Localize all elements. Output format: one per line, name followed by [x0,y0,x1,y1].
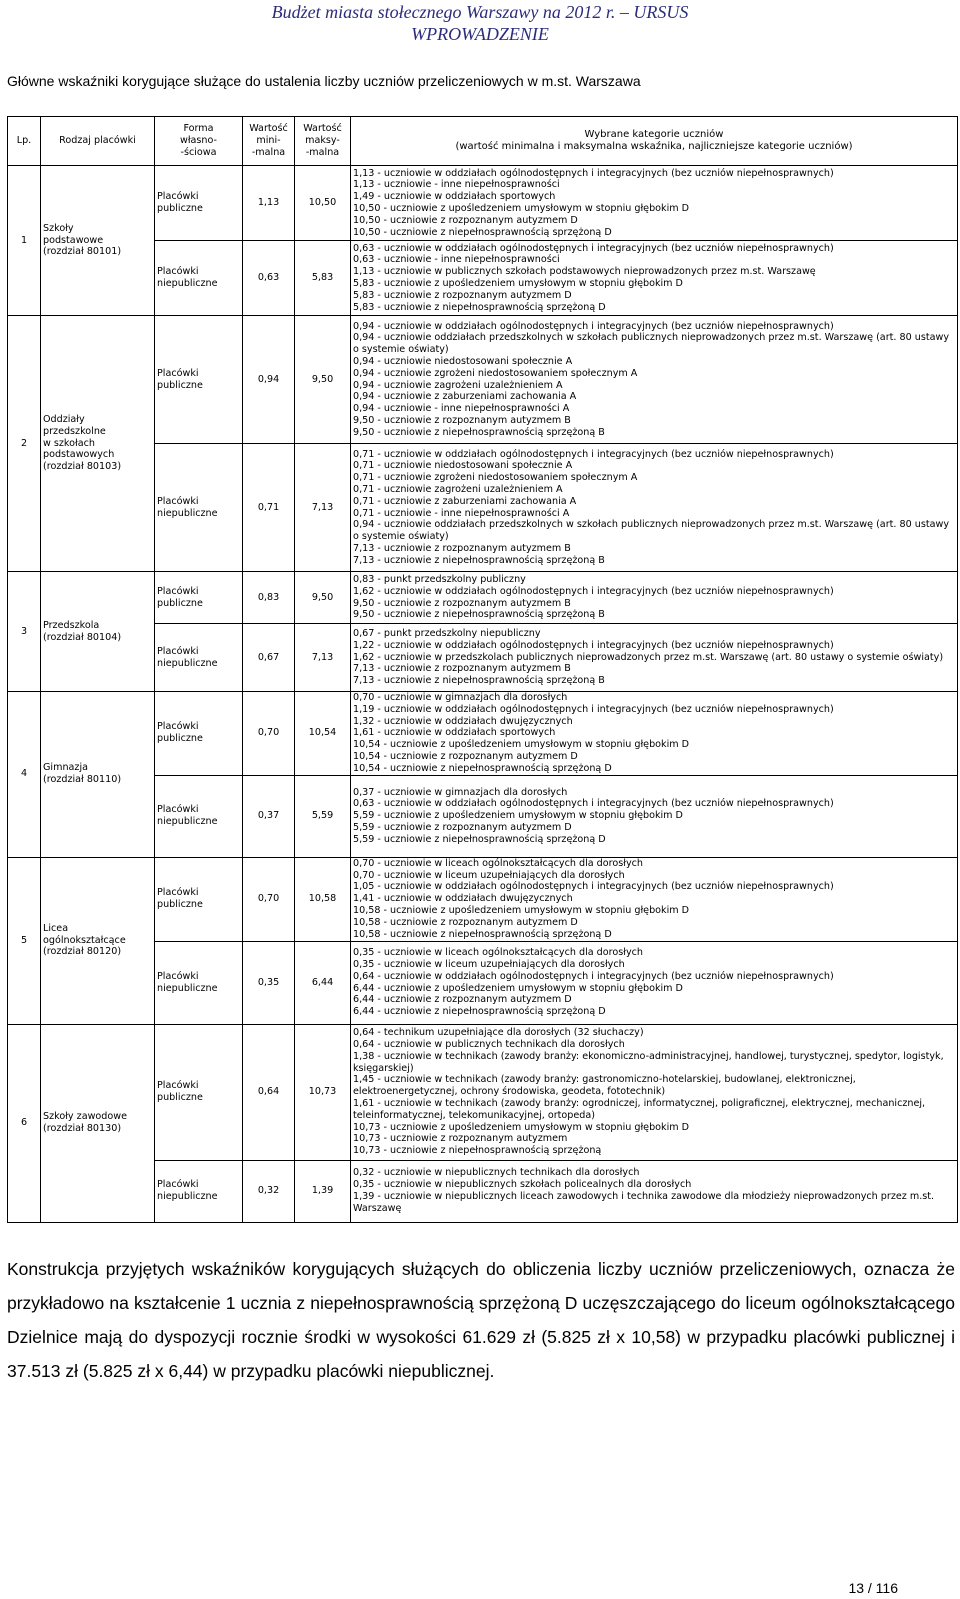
category-line: 1,61 - uczniowie w technikach (zawody branży: ogrodniczej, informatycznej, poligraficznej, elektrycznej, mechanicznej, teleinformatycznej, telekomunikacyjnej, ortopeda) [353,1097,926,1121]
min-value: 0,35 [243,941,295,1024]
row-number: 3 [8,572,41,692]
category-line: 0,35 - uczniowie w liceum uzupełniających dla dorosłych [353,958,625,970]
school-type [41,572,155,692]
category-line: 7,13 - uczniowie z niepełnosprawnością sprzężoną B [353,554,605,566]
category-line: 10,73 - uczniowie z rozpoznanym autyzmem [353,1133,568,1145]
header-min: Wartość mini- -malna [243,117,295,166]
category-line: 7,13 - uczniowie z rozpoznanym autyzmem B [353,663,571,675]
category-line: 0,94 - uczniowie w oddziałach ogólnodostępnych i integracyjnych (bez uczniów niepełnosprawnych) [353,320,834,332]
ownership-form [155,444,243,572]
max-value: 5,59 [295,775,351,857]
max-value: 10,73 [295,1024,351,1160]
ownership-form-line: niepubliczne [157,982,218,994]
school-type [41,316,155,572]
school-type-line: (rozdział 80103) [43,461,122,473]
school-type-line: (rozdział 80104) [43,631,122,643]
category-line: 10,58 - uczniowie z upośledzeniem umysłowym w stopniu głębokim D [353,904,690,916]
school-type-line: Szkoły [43,222,74,234]
school-type-line: w szkołach [43,437,95,449]
ownership-form [155,241,243,316]
category-line: 0,32 - uczniowie w niepublicznych technikach dla dorosłych [353,1167,640,1179]
ownership-form-line: publiczne [157,203,203,214]
category-line: 1,13 - uczniowie w publicznych szkołach podstawowych nieprowadzonych przez m.st. Warszawę [353,266,816,278]
category-line: 1,19 - uczniowie w oddziałach ogólnodostępnych i integracyjnych (bez uczniów niepełnosprawnych) [353,703,834,715]
category-line: 5,59 - uczniowie z niepełnosprawnością sprzężoną D [353,833,606,845]
category-line: 1,62 - uczniowie w przedszkolach publicznych nieprowadzonych przez m.st. Warszawę (art. 80 ustawy o systemie oświaty) [353,651,944,663]
category-line: 1,13 - uczniowie - inne niepełnosprawności [353,179,560,191]
ownership-form-line: Placówki [157,721,199,733]
ownership-form [155,775,243,857]
school-type-line: przedszkolne [43,425,106,437]
min-value: 0,67 [243,624,295,692]
ownership-form-line: Placówki [157,495,199,507]
min-value: 0,83 [243,572,295,624]
school-type [41,857,155,1024]
student-categories [351,444,958,572]
student-categories [351,941,958,1024]
category-line: 0,63 - uczniowie w oddziałach ogólnodostępnych i integracyjnych (bez uczniów niepełnosprawnych) [353,798,834,810]
ownership-form-line: publiczne [157,379,203,391]
category-line: 1,05 - uczniowie w oddziałach ogólnodostępnych i integracyjnych (bez uczniów niepełnosprawnych) [353,881,834,893]
row-number: 1 [8,166,41,316]
ownership-form-line: Placówki [157,645,199,657]
min-value: 0,94 [243,316,295,444]
min-value: 0,32 [243,1160,295,1222]
student-categories [351,692,958,776]
row-number: 5 [8,857,41,1024]
school-type-line: Licea [43,922,69,934]
header-categories: Wybrane kategorie uczniów (wartość minimalna i maksymalna wskaźnika, najliczniejsze kategorie uczniów) [351,117,958,166]
ownership-form-line: Placówki [157,585,199,597]
ownership-form [155,857,243,941]
max-value: 9,50 [295,316,351,444]
category-line: 1,62 - uczniowie w oddziałach ogólnodostępnych i integracyjnych (bez uczniów niepełnosprawnych) [353,585,834,597]
ownership-form [155,692,243,776]
school-type [41,692,155,858]
ownership-form [155,624,243,692]
category-line: 9,50 - uczniowie z rozpoznanym autyzmem B [353,414,571,426]
category-line: 0,67 - punkt przedszkolny niepubliczny [353,628,541,639]
table-row [8,1024,958,1160]
category-line: 0,64 - uczniowie w publicznych technikach dla dorosłych [353,1038,625,1050]
student-categories [351,775,958,857]
ownership-form-line: niepubliczne [157,657,218,669]
student-categories [351,316,958,444]
category-line: 0,71 - uczniowie zagrożeni uzależnieniem A [353,483,563,495]
row-number: 2 [8,316,41,572]
max-value: 10,54 [295,692,351,776]
category-line: 0,94 - uczniowie - inne niepełnosprawności A [353,403,570,415]
ownership-form [155,1024,243,1160]
indicators-table [7,116,958,1223]
school-type [41,1024,155,1222]
ownership-form-line: publiczne [157,597,203,609]
school-type-line: (rozdział 80110) [43,774,122,786]
category-line: 0,83 - punkt przedszkolny publiczny [353,573,526,585]
page-title: Główne wskaźniki korygujące służące do ustalenia liczby uczniów przeliczeniowych w m.st. Warszawa [7,73,641,89]
category-line: 5,59 - uczniowie z upośledzeniem umysłowym w stopniu głębokim D [353,810,683,822]
category-line: 6,44 - uczniowie z niepełnosprawnością sprzężoną D [353,1006,606,1018]
ownership-form-line: Placówki [157,266,199,278]
category-line: 0,94 - uczniowie oddziałach przedszkolnych w szkołach publicznych nieprowadzonych przez m.st. Warszawę (art. 80 ustawy o systemie oświaty) [353,519,949,543]
category-line: 1,13 - uczniowie w oddziałach ogólnodostępnych i integracyjnych (bez uczniów niepełnosprawnych) [353,167,834,179]
ownership-form [155,316,243,444]
student-categories [351,572,958,624]
max-value: 6,44 [295,941,351,1024]
min-value: 0,37 [243,775,295,857]
header-max: Wartość maksy- -malna [295,117,351,166]
category-line: 0,71 - uczniowie z zaburzeniami zachowania A [353,495,577,507]
category-line: 5,59 - uczniowie z rozpoznanym autyzmem D [353,821,572,833]
category-line: 1,61 - uczniowie w oddziałach sportowych [353,727,556,739]
school-type-line: (rozdział 80101) [43,246,122,258]
school-type-line: Szkoły zawodowe [43,1111,128,1123]
explanation-paragraph: Konstrukcja przyjętych wskaźników korygujących służących do obliczenia liczby uczniów przeliczeniowych, oznacza że przykładowo na kształcenie 1 ucznia z niepełnosprawnością sprzężoną D uczęszczającego do liceum ogólnokształcącego Dzielnice mają do dyspozycji rocznie środki w wysokości 61.629 zł (5.825 zł x 10,58) w przypadku placówki publicznej i 37.513 zł (5.825 zł x 6,44) w przypadku placówki niepublicznej. [7,1259,955,1381]
category-line: 0,64 - uczniowie w oddziałach ogólnodostępnych i integracyjnych (bez uczniów niepełnosprawnych) [353,970,834,982]
ownership-form-line: publiczne [157,733,203,745]
category-line: 0,71 - uczniowie w oddziałach ogólnodostępnych i integracyjnych (bez uczniów niepełnosprawnych) [353,448,834,460]
category-line: 0,63 - uczniowie w oddziałach ogólnodostępnych i integracyjnych (bez uczniów niepełnosprawnych) [353,242,834,254]
school-type-line: (rozdział 80120) [43,946,122,958]
max-value: 7,13 [295,624,351,692]
category-line: 0,64 - technikum uzupełniające dla dorosłych (32 słuchaczy) [353,1027,644,1039]
category-line: 10,50 - uczniowie z niepełnosprawnością sprzężoną D [353,226,612,238]
ownership-form-line: Placówki [157,367,199,379]
min-value: 0,70 [243,857,295,941]
ownership-form-line: Placówki [157,1080,199,1092]
category-line: 7,13 - uczniowie z rozpoznanym autyzmem B [353,542,571,554]
category-line: 7,13 - uczniowie z niepełnosprawnością sprzężoną B [353,675,605,687]
category-line: 1,49 - uczniowie w oddziałach sportowych [353,191,556,203]
category-line: 6,44 - uczniowie z upośledzeniem umysłowym w stopniu głębokim D [353,982,683,994]
max-value: 5,83 [295,241,351,316]
category-line: 0,70 - uczniowie w gimnazjach dla dorosłych [353,692,568,703]
school-type-line: podstawowe [43,234,104,246]
page-number: 13 / 116 [848,1580,898,1596]
max-value: 7,13 [295,444,351,572]
table-body [8,166,958,1223]
category-line: 0,94 - uczniowie zagrożeni uzależnieniem A [353,379,563,391]
max-value: 10,58 [295,857,351,941]
category-line: 0,71 - uczniowie niedostosowani społecznie A [353,460,573,472]
category-line: 9,50 - uczniowie z niepełnosprawnością sprzężoną B [353,609,605,621]
max-value: 10,50 [295,166,351,241]
school-type-line: ogólnokształcące [43,934,126,946]
min-value: 0,70 [243,692,295,776]
max-value: 1,39 [295,1160,351,1222]
school-type-line: Gimnazja [43,762,88,774]
category-line: 10,50 - uczniowie z upośledzeniem umysłowym w stopniu głębokim D [353,203,690,214]
school-type [41,166,155,316]
table-row [8,857,958,941]
student-categories [351,241,958,316]
ownership-form [155,1160,243,1222]
school-type-line: Przedszkola [43,619,100,631]
ownership-form [155,166,243,241]
student-categories [351,857,958,941]
ownership-form-line: niepubliczne [157,816,218,828]
category-line: 0,94 - uczniowie z zaburzeniami zachowania A [353,391,577,403]
student-categories [351,624,958,692]
category-line: 5,83 - uczniowie z niepełnosprawnością sprzężoną D [353,301,606,313]
ownership-form [155,572,243,624]
category-line: 0,71 - uczniowie - inne niepełnosprawności A [353,507,570,519]
category-line: 0,94 - uczniowie oddziałach przedszkolnych w szkołach publicznych nieprowadzonych przez m.st. Warszawę (art. 80 ustawy o systemie oświaty) [353,332,949,356]
category-line: 0,94 - uczniowie niedostosowani społecznie A [353,355,573,367]
ownership-form [155,941,243,1024]
ownership-form-line: Placówki [157,970,199,982]
ownership-form-line: Placówki [157,1179,199,1191]
table-header-row [8,117,958,166]
ownership-form-line: publiczne [157,899,203,911]
school-type-line: Oddziały [43,414,85,425]
min-value: 0,63 [243,241,295,316]
student-categories [351,1160,958,1222]
category-line: 9,50 - uczniowie z rozpoznanym autyzmem B [353,597,571,609]
row-number: 6 [8,1024,41,1222]
category-line: 1,22 - uczniowie w oddziałach ogólnodostępnych i integracyjnych (bez uczniów niepełnosprawnych) [353,639,834,651]
category-line: 1,39 - uczniowie w niepublicznych liceach zawodowych i technika zawodowe dla młodzieży nieprowadzonych przez m.st. Warszawę [353,1191,935,1214]
header-lp: Lp. [8,117,41,166]
table-row [8,572,958,624]
ownership-form-line: Placówki [157,887,199,899]
category-line: 1,45 - uczniowie w technikach (zawody branży: gastronomiczno-hotelarskiej, budowlanej, elektronicznej, elektroenergetycznej, ochrony środowiska, geodeta, fototechnik) [353,1074,856,1098]
student-categories [351,166,958,241]
max-value: 9,50 [295,572,351,624]
category-line: 1,32 - uczniowie w oddziałach dwujęzycznych [353,715,573,727]
table-row [8,166,958,241]
category-line: 5,83 - uczniowie z upośledzeniem umysłowym w stopniu głębokim D [353,278,683,289]
min-value: 0,64 [243,1024,295,1160]
category-line: 10,54 - uczniowie z rozpoznanym autyzmem D [353,750,578,762]
category-line: 10,73 - uczniowie z upośledzeniem umysłowym w stopniu głębokim D [353,1121,690,1133]
header-type: Rodzaj placówki [41,117,155,166]
category-line: 10,50 - uczniowie z rozpoznanym autyzmem D [353,214,578,226]
category-line: 0,35 - uczniowie w niepublicznych szkołach policealnych dla dorosłych [353,1179,692,1191]
table-row [8,316,958,444]
header-title: Budżet miasta stołecznego Warszawy na 2012 r. – URSUS [271,2,689,22]
category-line: 5,83 - uczniowie z rozpoznanym autyzmem D [353,289,572,301]
category-line: 10,58 - uczniowie z niepełnosprawnością sprzężoną D [353,928,612,940]
category-line: 10,54 - uczniowie z upośledzeniem umysłowym w stopniu głębokim D [353,739,690,751]
school-type-line: (rozdział 80130) [43,1123,122,1135]
category-line: 0,70 - uczniowie w liceum uzupełniających dla dorosłych [353,869,625,881]
ownership-form-line: niepubliczne [157,507,218,519]
min-value: 1,13 [243,166,295,241]
header-form: Forma własno- -ściowa [155,117,243,166]
row-number: 4 [8,692,41,858]
category-line: 0,35 - uczniowie w liceach ogólnokształcących dla dorosłych [353,947,643,959]
school-type-line: podstawowych [43,449,115,461]
category-line: 0,94 - uczniowie zgrożeni niedostosowaniem społecznym A [353,367,638,379]
category-line: 9,50 - uczniowie z niepełnosprawnością sprzężoną B [353,426,605,438]
ownership-form-line: publiczne [157,1092,203,1104]
document-header [0,0,960,45]
category-line: 10,73 - uczniowie z niepełnosprawnością sprzężoną [353,1145,602,1157]
ownership-form-line: niepubliczne [157,278,218,289]
category-line: 0,63 - uczniowie - inne niepełnosprawności [353,254,560,266]
ownership-form-line: Placówki [157,804,199,816]
category-line: 10,54 - uczniowie z niepełnosprawnością sprzężoną D [353,762,612,774]
min-value: 0,71 [243,444,295,572]
student-categories [351,1024,958,1160]
category-line: 0,71 - uczniowie zgrożeni niedostosowaniem społecznym A [353,472,638,484]
category-line: 1,41 - uczniowie w oddziałach dwujęzycznych [353,893,573,905]
header-subtitle: WPROWADZENIE [411,24,549,44]
category-line: 6,44 - uczniowie z rozpoznanym autyzmem D [353,994,572,1006]
table-row [8,692,958,776]
ownership-form-line: niepubliczne [157,1191,218,1203]
category-line: 0,37 - uczniowie w gimnazjach dla dorosłych [353,786,568,798]
category-line: 0,70 - uczniowie w liceach ogólnokształcących dla dorosłych [353,857,643,869]
ownership-form-line: Placówki [157,191,199,203]
category-line: 10,58 - uczniowie z rozpoznanym autyzmem D [353,916,578,928]
category-line: 1,38 - uczniowie w technikach (zawody branży: ekonomiczno-administracyjnej, handlowej, turystycznej, spedytor, logistyk, księgarskiej) [353,1050,944,1074]
